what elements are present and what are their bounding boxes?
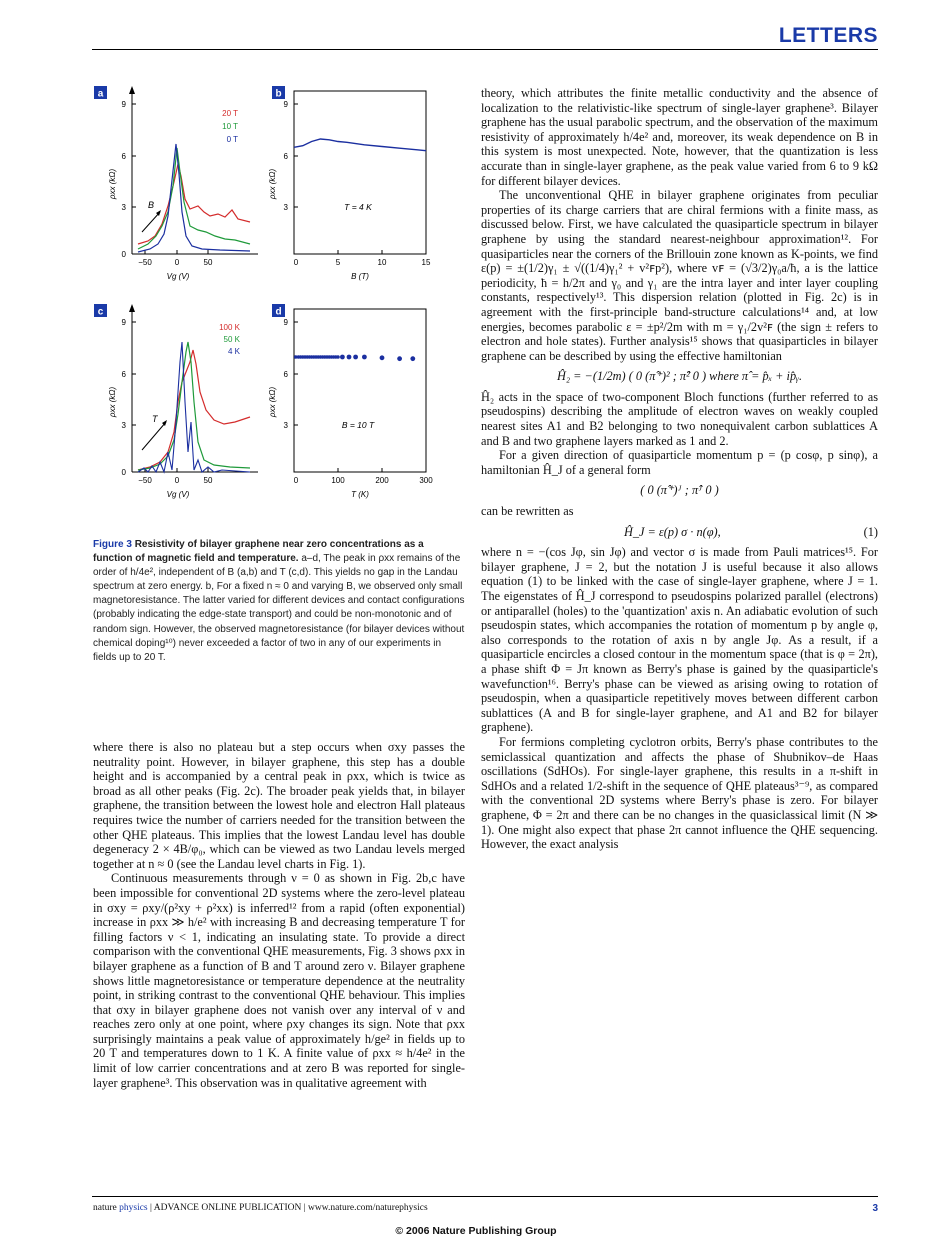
svg-text:6: 6 [121, 370, 126, 379]
section-header: LETTERS [778, 24, 878, 47]
svg-text:0: 0 [293, 258, 299, 267]
svg-text:B: B [148, 200, 155, 210]
data-point [340, 355, 345, 360]
right-column [481, 86, 878, 852]
paragraph: For fermions completing cyclotron orbits, Berry's phase contributes to the semiclassical quantization and affects the phase of Shubnikov–de Haas oscillations (SdHOs). For single-layer graphene, this results in a π-shift in SdHOs and a related 1/2-shift in the sequence of QHE plateaus³⁻⁹, as compared with the conventional 2D systems where Berry's phase is zero. For bilayer graphene, Φ = 2π and there can be no changes in the quasiclassical limit (N ≫ 1). One might also expect that phase 2π cannot influence the QHE sequencing. However, the exact analysis [481, 734, 878, 852]
panel-d [268, 304, 433, 499]
svg-text:10: 10 [377, 258, 387, 267]
left-column [93, 740, 465, 1090]
svg-text:9: 9 [283, 100, 288, 109]
svg-text:Vg (V): Vg (V) [166, 490, 190, 499]
svg-text:3: 3 [283, 421, 288, 430]
svg-text:6: 6 [121, 152, 126, 161]
svg-text:100 K: 100 K [219, 323, 240, 332]
svg-text:50: 50 [203, 258, 213, 267]
svg-text:20 T: 20 T [222, 109, 238, 118]
panel-b [268, 86, 431, 281]
data-point [380, 355, 385, 360]
svg-text:50: 50 [203, 476, 213, 485]
paragraph: where there is also no plateau but a step occurs when σxy passes the neutrality point. However, in bilayer graphene, this step has a double height and is accompanied by a central peak in ρxx, which is twice as broad as all other peaks (Fig. 2c). The broader peak yields that, in bilayer graphene, the transition between the lowest hole and electron Hall plateaus requires twice the number of carriers needed for the transition between the other QHE plateaus. This implies that the lowest Landau level has double degeneracy 2 × 4B/φ₀, which can be viewed as two Landau levels merged together at n ≈ 0 (see the Landau level charts in Fig. 1). [93, 740, 465, 871]
copyright: © 2006 Nature Publishing Group [395, 1225, 557, 1237]
header-rule [92, 49, 878, 50]
svg-text:ρxx (kΩ): ρxx (kΩ) [108, 386, 117, 418]
svg-text:B = 10 T: B = 10 T [341, 420, 375, 430]
series-points-d [294, 355, 415, 361]
paragraph: can be rewritten as [481, 504, 574, 519]
svg-text:10 T: 10 T [222, 122, 238, 131]
paragraph: The unconventional QHE in bilayer graphene originates from peculiar properties of its charge carriers that are chiral fermions with a finite mass, as discussed below. First, we have calculated the quasiparticle spectrum in bilayer graphene by using the standard nearest-neighbour approximation¹². For quasiparticles near the corners of the Brillouin zone known as K-points, we find ε(p) = ±(1/2)γ₁ ± √((1/4)γ₁² + v²ꜰp²), where vꜰ = (√3/2)γ₀a/ħ, a is the lattice periodicity, ħ = h/2π and γ₀ and γ₁ are the intra layer and inter layer coupling constants, respectively¹³. This dispersion relation (plotted in Fig. 2c) is in agreement with the first-principle band-structure calculations¹⁴ and, at low energies, becomes parabolic ε = ±p²/2m with m = γ₁/2v²ꜰ (the sign ± refers to electron and hole states). Further analysis¹⁵ shows that quasiparticles in bilayer graphene can be described by using the effective hamiltonian [481, 188, 878, 363]
x-axis-label: Vg (V) [166, 272, 190, 281]
svg-text:100: 100 [331, 476, 345, 485]
svg-text:T (K): T (K) [351, 490, 369, 499]
panel-c [94, 304, 258, 499]
figure-3 [90, 84, 470, 520]
footer: nature physics | ADVANCE ONLINE PUBLICATION | www.nature.com/naturephysics [93, 1203, 428, 1213]
svg-text:0 T: 0 T [226, 135, 238, 144]
svg-text:0: 0 [293, 476, 299, 485]
svg-text:ρxx (kΩ): ρxx (kΩ) [268, 168, 277, 200]
y-axis-label: ρxx (kΩ) [108, 168, 117, 200]
svg-text:−50: −50 [138, 476, 152, 485]
data-point [353, 355, 358, 360]
svg-text:15: 15 [421, 258, 431, 267]
paragraph: Ĥ₂ acts in the space of two-component Bloch functions (further referred to as pseudospins) describing the amplitude of electron waves on weakly coupled nearest sites A1 and B2 belonging to two nonequivalent carbon sublattices A and B and two graphene layers marked as 1 and 2. [481, 389, 878, 448]
equation-hj: ( 0 (π̂⁺)ᴶ ; π̂ᴶ 0 ) [640, 483, 719, 498]
svg-text:9: 9 [283, 318, 288, 327]
data-point [336, 355, 340, 359]
data-point [362, 355, 367, 360]
svg-text:c: c [97, 306, 104, 318]
svg-text:200: 200 [375, 476, 389, 485]
svg-text:T = 4 K: T = 4 K [344, 202, 372, 212]
svg-text:0: 0 [174, 258, 180, 267]
svg-text:6: 6 [283, 370, 288, 379]
equation-h2: Ĥ₂ = −(1/2m) ( 0 (π̂⁺)² ; π̂² 0 ) where π̂ = p̂ₓ + ip̂ᵧ. [556, 369, 803, 384]
svg-text:3: 3 [283, 203, 288, 212]
svg-text:0: 0 [121, 250, 126, 259]
svg-text:B (T): B (T) [351, 272, 369, 281]
svg-text:0: 0 [121, 468, 126, 477]
svg-text:3: 3 [121, 203, 126, 212]
svg-text:6: 6 [283, 152, 288, 161]
panel-a [94, 86, 258, 281]
paragraph: Continuous measurements through ν = 0 as shown in Fig. 2b,c have been impossible for conventional 2D systems where the zero-level plateau in σxy = ρxy/(ρ²xy + ρ²xx) is inferred¹² from a rapid (often exponential) increase in ρxx ≫ h/e² with increasing B and decreasing temperature T for filling factors ν < 1, indicating an insulating state. To provide a direct comparison with the conventional QHE measurements, Fig. 3 shows ρxx in bilayer graphene as a function of B and T around zero ν. Bilayer graphene shows little magnetoresistance or temperature dependence at the neutrality point, in striking contrast to the conventional QHE behaviour. This implies that σxy in bilayer graphene does not vanish over any interval of ν and reaches zero only at one point, where ρxy changes its sign. Note that ρxx surprisingly maintains a peak value of approximately h/ge² in fields up to 20 T and temperatures down to 1 K. A finite value of ρxx ≈ h/4e² in the limit of low carrier concentrations and at zero B was reported for single-layer graphene³. This observation was in qualitative agreement with [93, 871, 465, 1090]
svg-text:50 K: 50 K [223, 335, 240, 344]
svg-text:d: d [275, 306, 282, 318]
svg-text:T: T [152, 414, 158, 424]
svg-text:9: 9 [121, 100, 126, 109]
series-line-b [294, 139, 426, 151]
svg-text:−50: −50 [138, 258, 152, 267]
data-point [397, 356, 402, 361]
figure-caption: Figure 3 Resistivity of bilayer graphene near zero concentrations as a function of magnetic field and temperature. a–d, The peak in ρxx remains of the order of h/4e², independent of B (a,b) and T (c,d). This yields no gap in the Landau spectrum at zero energy. b, For a fixed n ≈ 0 and varying B, we observed only small magnetoresistance. The latter varied for different devices and contact configurations (probably indicating the edge-state transport) and could be non-monotonic and of random sign. However, the observed magnetoresistance (for bilayer devices without chemical doping¹⁰) never exceeded a factor of two in any of our experiments in fields up to 20 T. [93, 539, 465, 663]
data-point [347, 355, 352, 360]
svg-text:5: 5 [335, 258, 341, 267]
svg-text:ρxx (kΩ): ρxx (kΩ) [268, 386, 277, 418]
paragraph: theory, which attributes the finite metallic conductivity and the absence of localization to the relativistic-like spectrum of single-layer graphene³. Bilayer graphene has the usual parabolic spectrum, and the observation of the maximum resistivity of approximately h/4e² and, moreover, its weak dependence on B in this system is most unexpected. Note, however, that the quantization is less accurate than in single-layer graphene, as the peak value varied from 6 to 9 kΩ for different bilayer devices. [481, 86, 878, 188]
page-number: 3 [872, 1203, 878, 1214]
svg-text:9: 9 [121, 318, 126, 327]
svg-text:0: 0 [174, 476, 180, 485]
svg-text:3: 3 [121, 421, 126, 430]
svg-text:b: b [275, 88, 282, 100]
footer-rule [92, 1196, 878, 1197]
svg-text:4 K: 4 K [227, 347, 240, 356]
paragraph: where n = −(cos Jφ, sin Jφ) and vector σ is made from Pauli matrices¹⁵. For bilayer graphene, J = 2, but the notation J is useful because it also allows equation (1) to be linked with the case of single-layer graphene, where J = 1. The eigenstates of Ĥ_J correspond to pseudospins polarized parallel (electrons) or antiparallel (holes) to the 'quantization' axis n. An adiabatic evolution of such pseudospin states, which accompanies the rotation of momentum p by angle φ, also corresponds to the rotation of axis n by angle Jφ. As a result, if a quasiparticle encircles a closed contour in the momentum space (that is φ = 2π), a phase shift Φ = Jπ known as Berry's phase is gained by the quasiparticle's wavefunction¹⁶. Berry's phase can be viewed as arising owing to rotation of pseudospin, when a quasiparticle repetitively moves between different carbon sublattices (A and B for single-layer graphene, and A1 and B2 for bilayer graphene). [481, 545, 878, 735]
equation-1: Ĥ_J = ε(p) σ · n(φ), (1) [623, 524, 878, 539]
paragraph: For a given direction of quasiparticle momentum p = (p cosφ, p sinφ), a hamiltonian Ĥ_J of a general form [481, 448, 878, 477]
svg-text:300: 300 [419, 476, 433, 485]
panel-label: a [97, 88, 104, 100]
data-point [410, 356, 415, 361]
